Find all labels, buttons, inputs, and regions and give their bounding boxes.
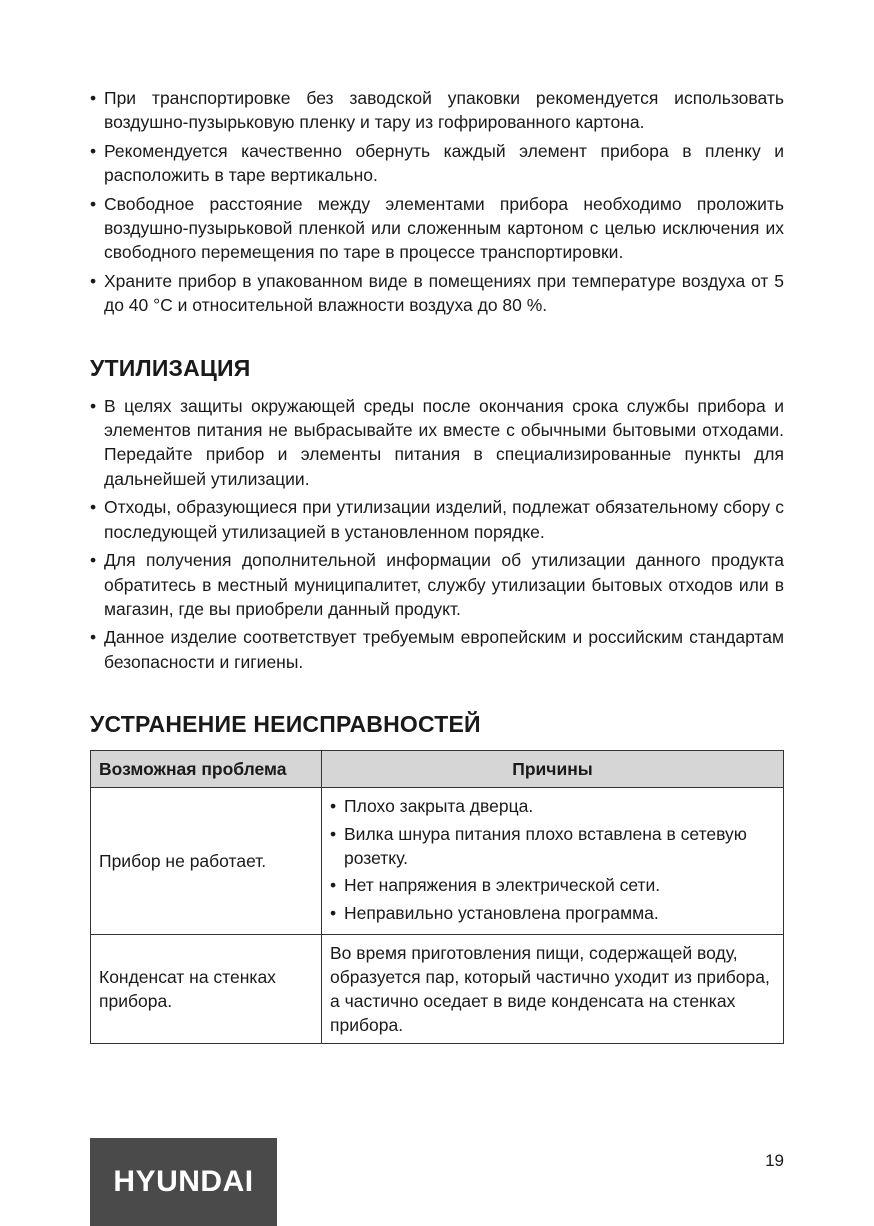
list-item: • Храните прибор в упакованном виде в помещениях при температуре воздуха от 5 до 40 °С и относительной влажности воздуха до 80 %. (90, 269, 784, 318)
problem-column-header: Возможная проблема (91, 751, 322, 788)
list-item: • Рекомендуется качественно обернуть каждый элемент прибора в пленку и расположить в таре вертикально. (90, 139, 784, 188)
page-content (90, 86, 784, 1044)
hyundai-logo (90, 1138, 277, 1226)
list-item: • Плохо закрыта дверца. (330, 794, 775, 818)
troubleshooting-heading: УСТРАНЕНИЕ НЕИСПРАВНОСТЕЙ (90, 711, 481, 738)
disposal-list (90, 394, 784, 674)
list-item: • Свободное расстояние между элементами прибора необходимо проложить воздушно-пузырьковой пленкой или сложенным картоном с целью исключения их свободного перемещения по таре в процессе транспортировки. (90, 192, 784, 265)
table-row (91, 788, 784, 935)
list-item: • При транспортировке без заводской упаковки рекомендуется использовать воздушно-пузырьковую пленку и тару из гофрированного картона. (90, 86, 784, 135)
table-row (91, 935, 784, 1044)
list-item: • Неправильно установлена программа. (330, 901, 775, 925)
list-item: • В целях защиты окружающей среды после окончания срока службы прибора и элементов питания не выбрасывайте их вместе с обычными бытовыми отходами. Передайте прибор и элементы питания в специализированные пункты для дальнейшей утилизации. (90, 394, 784, 492)
logo-text: HYUNDAI (113, 1165, 254, 1198)
transport-list (90, 86, 784, 318)
list-item: • Вилка шнура питания плохо вставлена в сетевую розетку. (330, 822, 775, 871)
table-header-row (91, 751, 784, 788)
problem-cell: Конденсат на стенках прибора. (91, 935, 322, 1044)
causes-cell (322, 788, 784, 935)
causes-cell: Во время приготовления пищи, содержащей воду, образуется пар, который частично уходит из прибора, а частично оседает в виде конденсата на стенках прибора. (322, 935, 784, 1044)
causes-column-header: Причины (322, 751, 784, 788)
list-item: • Нет напряжения в электрической сети. (330, 873, 775, 897)
disposal-heading: УТИЛИЗАЦИЯ (90, 354, 251, 381)
problem-cell: Прибор не работает. (91, 788, 322, 935)
troubleshooting-table (90, 750, 784, 1044)
causes-list (330, 794, 775, 925)
page-number: 19 (765, 1151, 784, 1170)
list-item: • Для получения дополнительной информации об утилизации данного продукта обратитесь в местный муниципалитет, службу утилизации бытовых отходов или в магазин, где вы приобрели данный продукт. (90, 548, 784, 621)
list-item: • Отходы, образующиеся при утилизации изделий, подлежат обязательному сбору с последующей утилизацией в установленном порядке. (90, 495, 784, 544)
list-item: • Данное изделие соответствует требуемым европейским и российским стандартам безопасности и гигиены. (90, 625, 784, 674)
